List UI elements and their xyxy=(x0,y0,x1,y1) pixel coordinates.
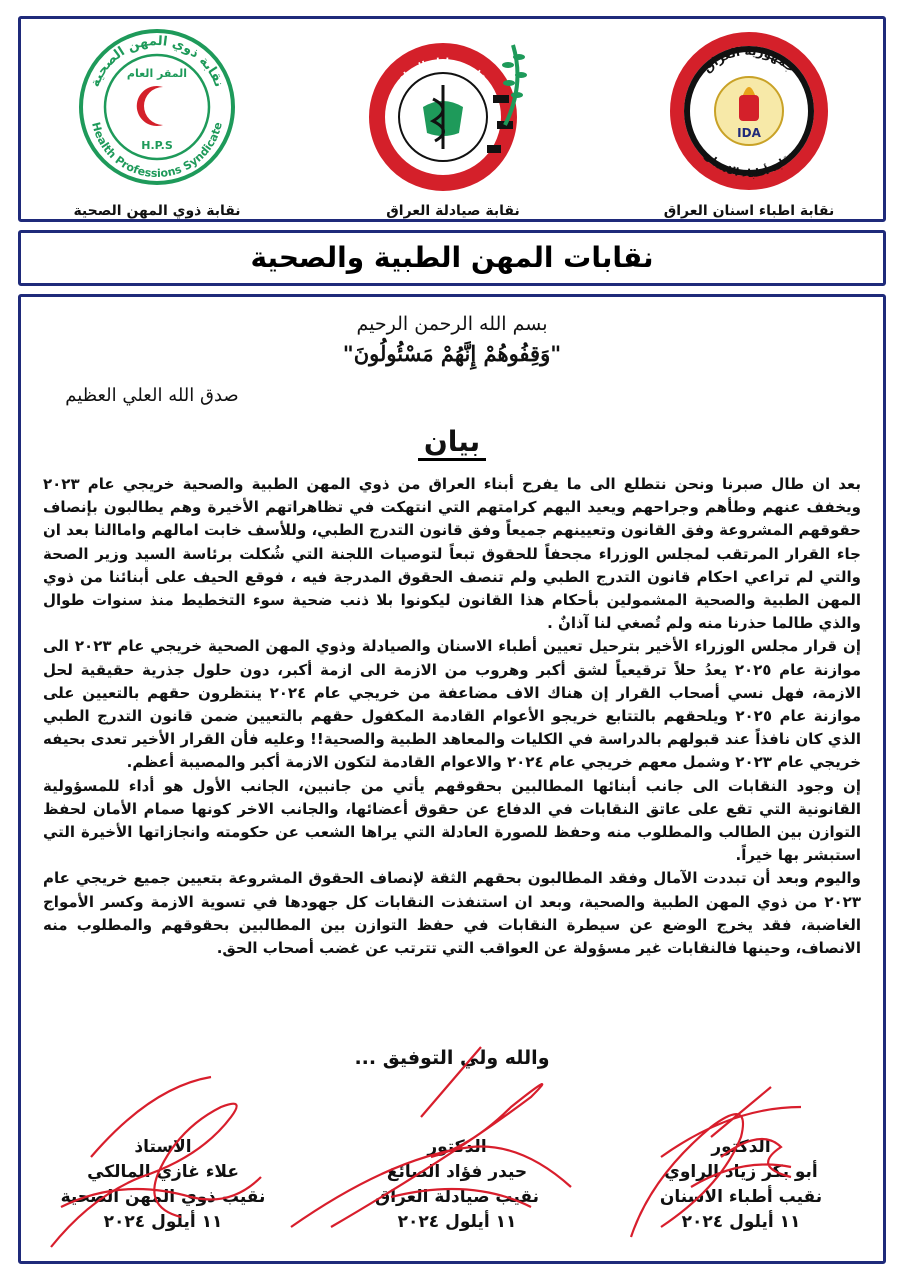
paragraph: إن وجود النقابات الى جانب أبنائها المطالبين بحقوقهم يأتي من جانبين، الجانب الأول هو أداء للمسؤولية القانونية التي تقع على عاتق النقابات في الدفاع عن حقوق أعضائها، والجانب الاخر كونها صمام الأمان لحفظ التوازن بين الطالب والمطلوب منه وحفظ للصورة العادلة التي يراها الشعب عن حكومته وانجازاتها الأخيرة التي استبشر بها خيراً. xyxy=(43,776,861,865)
header-frame xyxy=(18,16,886,222)
pharmacists-caption: نقابة صيادلة العراق xyxy=(386,203,520,219)
bismillah: بسم الله الرحمن الرحيم xyxy=(356,313,548,335)
signatory-title: الاستاذ xyxy=(134,1137,192,1157)
pharm-ring-text: نقابة صيادلة العراق xyxy=(395,56,491,88)
signature-date: ١١ أيلول ٢٠٢٤ xyxy=(103,1212,223,1232)
svg-text:نقابة ذوي المهن الصحية xyxy=(88,34,227,89)
signatory-name: علاء غازي المالكي xyxy=(87,1162,239,1182)
pharmacists-logo xyxy=(323,25,583,225)
signature-pharmacists xyxy=(337,1135,577,1235)
hps-ring-text: نقابة ذوي المهن الصحية xyxy=(87,33,227,90)
paragraph: واليوم وبعد أن تبددت الآمال وفقد المطالبون بحقهم الثقة لإنصاف الحقوق المشروعة بتعيين جميع خريجي عام ٢٠٢٣ من ذوي المهن الطبية والصحية، وبعد ان استنفذت النقابات كل جهودها في تسوية الازمة وكسر الأمواج الغاضبة، فقد يخرج الوضع عن سيطرة النقابات في حفظ التوازن بين المطالبين بحقوقهم والمطلوب منه الانصاف، وحينها فالنقابات غير مسؤولة عن العواقب التي تترتب عن غضب أصحاب الحق. xyxy=(43,869,861,958)
paragraph: إن قرار مجلس الوزراء الأخير بترحيل تعيين أطباء الاسنان والصيادلة وذوي المهن الصحية خريجي عام ٢٠٢٣ الى موازنة عام ٢٠٢٥ يعدُ حلاً ترقيعياً لشق أكبر وهروب من الازمة الى ازمة أكبر، دون حلول جذرية حقيقية لحل الازمة، فهل نسي أصحاب القرار إن هناك الاف مضاعفة من خريجي عام ٢٠٢٤ ينتظرون حقهم بالتعيين على موازنة عام ٢٠٢٥ ويلحقهم بالتتابع خريجو الأعوام القادمة المكفول حقهم بالتعيين ضمن قانون التدرج الطبي الذي كان نافذاً عند قبولهم بالدراسة في الكليات والمعاهد الطبية والصحية!! وعليه فأن القرار الأخير تعدى بحيفه خريجي عام ٢٠٢٣ وشمل معهم خريجي عام ٢٠٢٤ والاعوام القادمة لتكون الازمة أكبر والمصيبة أعظم. xyxy=(43,637,862,772)
signatory-position: نقيب ذوي المهن الصحية xyxy=(60,1187,266,1207)
banner-title: نقابات المهن الطبية والصحية xyxy=(250,241,654,274)
ida-bottom-text: نقابة أطباء الاسنان xyxy=(700,148,798,181)
dentists-caption: نقابة اطباء اسنان العراق xyxy=(663,203,835,219)
signature-date: ١١ أيلول ٢٠٢٤ xyxy=(681,1212,801,1232)
crescent-icon xyxy=(137,86,163,126)
signatory-position: نقيب صيادلة العراق xyxy=(375,1187,539,1207)
hps-english-text: Health Professions Syndicate xyxy=(89,120,225,181)
signatory-name: أبو بكر زياد الراوي xyxy=(664,1162,818,1182)
signature-hps xyxy=(43,1135,283,1235)
statement-paragraphs xyxy=(43,473,861,960)
closing-line: والله ولي التوفيق ... xyxy=(354,1047,550,1069)
ida-abbr: IDA xyxy=(737,126,761,140)
dentists-logo xyxy=(619,25,879,225)
torch-icon xyxy=(739,95,759,121)
title-banner xyxy=(18,230,886,286)
signature-date: ١١ أيلول ٢٠٢٤ xyxy=(397,1212,517,1232)
hps-logo xyxy=(27,25,287,225)
statement-title xyxy=(21,425,883,458)
signatory-position: نقيب أطباء الاسنان xyxy=(659,1187,823,1207)
hps-abbr: H.P.S xyxy=(141,139,173,152)
statement-body xyxy=(18,294,886,1264)
signature-dentists xyxy=(621,1135,861,1235)
paragraph: بعد ان طال صبرنا ونحن نتطلع الى ما يفرح أبناء العراق من ذوي المهن الطبية والصحية خريجي عام ٢٠٢٣ ويخفف عنهم وطأهم وجراحهم ويعيد اليهم كرامتهم التي انتهكت في تظاهراتهم الأخيرة وهم يطالبون بإنصاف حقوقهم المشروعة وفق القانون وتعيينهم جميعاً وفق قانون التدرج الطبي، وللأسف خابت امالهم واماالنا بعد ان جاء القرار المرتقب لمجلس الوزراء مجحفاً للحقوق تبعاً لتوصيات اللجنة التي شُكلت برئاسة السيد وزير الصحة والتي لم تراعي احكام قانون التدرج الطبي ولم تنصف الحقوق المدرجة فيه ، فوقع الحيف على أبنائنا من ذوي المهن الطبية والصحية المشمولين بأحكام هذا القانون ليكونوا بلا ذنب ضحية سوء التخطيط منذ سنوات طوال والذي طالما حذرنا منه ولم تُصغي لنا آذانٌ . xyxy=(43,475,861,633)
hps-inner-text: المقر العام xyxy=(126,67,188,80)
quran-verse: "وَقِفُوهُمْ إِنَّهُمْ مَسْئُولُونَ" xyxy=(342,341,562,366)
ida-ring-text: جمهورية العراق xyxy=(700,43,798,76)
sadaq-line: صدق الله العلي العظيم xyxy=(65,385,239,406)
hps-caption: نقابة ذوي المهن الصحية xyxy=(73,203,241,219)
signatory-title: الدكتور xyxy=(711,1137,771,1157)
statement-title-text: بيان xyxy=(418,425,486,461)
signatory-title: الدكتور xyxy=(427,1137,487,1157)
signatory-name: حيدر فؤاد الصائغ xyxy=(386,1162,528,1182)
